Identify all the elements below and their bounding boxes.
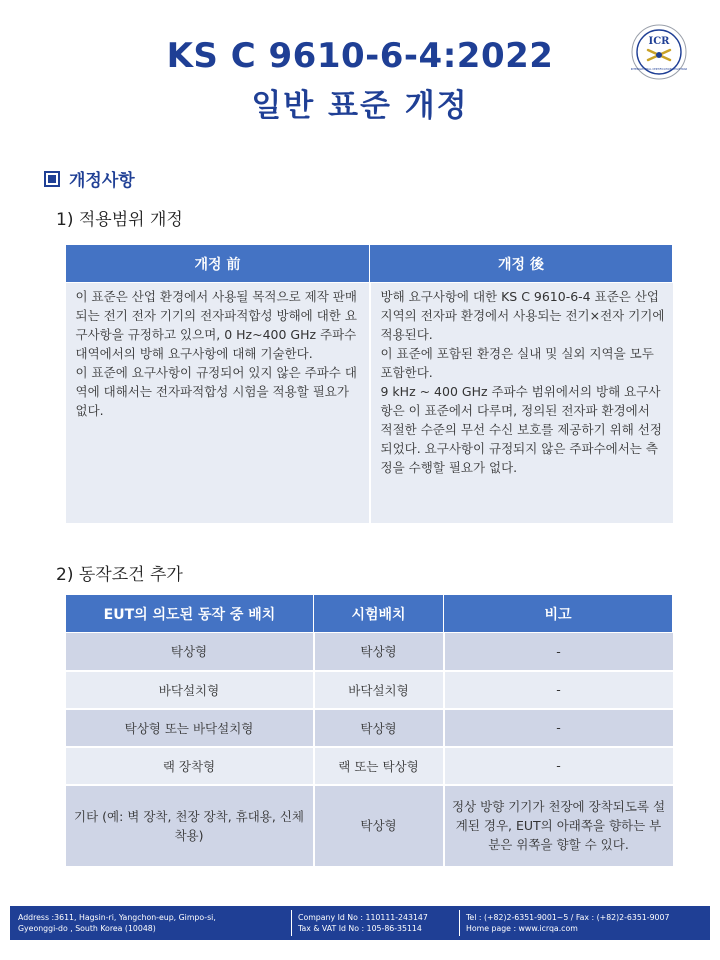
table-row <box>66 785 673 867</box>
table-cell: 랙 장착형 <box>66 747 314 785</box>
footer-address-line1: Address :3611, Hagsin-ri, Yangchon-eup, Gimpo-si, <box>18 913 216 922</box>
footer-company-id: Company Id No : 110111-243147 <box>298 913 428 922</box>
logo-text: ICR <box>648 36 670 47</box>
footer-contact <box>466 912 669 934</box>
table-cell: 탁상형 <box>66 633 314 671</box>
scope-header-before: 개정 前 <box>66 245 370 283</box>
table-row <box>66 671 673 709</box>
scope-after-text: 방해 요구사항에 대한 KS C 9610-6-4 표준은 산업 지역의 전자파 환경에서 사용되는 전기×전자 기기에 적용된다. 이 표준에 포함된 환경은 실내 및 실외 지역을 모두 포함한다. 9 kHz ~ 400 GHz 주파수 범위에서의 방해 요구사항은 이 표준에서 다루며, 정의된 전자파 환경에서 적절한 수준의 무선 수신 보호를 제공하기 위해 선정되었다. 요구사항이 규정되지 않은 주파수에서는 측정을 수행할 필요가 없다. <box>370 283 673 523</box>
scope-before-text: 이 표준은 산업 환경에서 사용될 목적으로 제작 판매되는 전기 전자 기기의 전자파적합성 방해에 대한 요구사항을 규정하고 있으며, 0 Hz~400 GHz 주파수 대역에서의 방해 요구사항에 대해 기술한다. 이 표준에 요구사항이 규정되어 있지 않은 주파수 대역에 대해서는 전자파적합성 시험을 적용할 필요가 없다. <box>66 283 370 523</box>
section-heading <box>44 166 135 191</box>
table-cell: 탁상형 <box>314 633 444 671</box>
table-cell: - <box>444 671 673 709</box>
table-cell: - <box>444 709 673 747</box>
table-cell: 정상 방향 기기가 천장에 장착되도록 설계된 경우, EUT의 아래쪽을 향하는 부분은 위쪽을 향할 수 있다. <box>444 785 673 867</box>
table-cell: 탁상형 <box>314 785 444 867</box>
conditions-header-test-setup: 시험배치 <box>314 595 444 633</box>
footer-tel: Tel : (+82)2-6351-9001~5 / Fax : (+82)2-6351-9007 <box>466 913 670 922</box>
logo-subtext: INTERNATIONAL CERTIFICATION REGISTRAR <box>631 68 687 71</box>
table-cell: 바닥설치형 <box>66 671 314 709</box>
scope-header-after: 개정 後 <box>370 245 673 283</box>
table-cell: 기타 (예: 벽 장착, 천장 장착, 휴대용, 신체 착용) <box>66 785 314 867</box>
square-bullet-icon <box>44 171 60 187</box>
conditions-header-arrangement: EUT의 의도된 동작 중 배치 <box>66 595 314 633</box>
scope-table <box>65 244 673 523</box>
page-subtitle: 일반 표준 개정 <box>251 88 469 124</box>
footer-address <box>18 912 216 934</box>
conditions-table <box>65 594 673 868</box>
table-row <box>66 709 673 747</box>
table-cell: 랙 또는 탁상형 <box>314 747 444 785</box>
table-row <box>66 747 673 785</box>
footer-divider <box>291 910 292 936</box>
table-cell: 탁상형 <box>314 709 444 747</box>
conditions-subtitle: 2) 동작조건 추가 <box>56 565 183 585</box>
icr-logo <box>631 24 687 80</box>
footer-tax-id: Tax & VAT Id No : 105-86-35114 <box>298 924 422 933</box>
table-cell: 탁상형 또는 바닥설치형 <box>66 709 314 747</box>
scope-subtitle: 1) 적용범위 개정 <box>56 210 183 230</box>
table-cell: - <box>444 633 673 671</box>
footer-homepage[interactable]: Home page : www.icrqa.com <box>466 924 578 933</box>
footer-bar <box>10 906 710 940</box>
table-row <box>66 633 673 671</box>
table-cell: - <box>444 747 673 785</box>
conditions-header-remarks: 비고 <box>444 595 673 633</box>
footer-ids <box>298 912 428 934</box>
footer-address-line2: Gyeonggi-do , South Korea (10048) <box>18 924 156 933</box>
section-heading-label: 개정사항 <box>69 171 135 191</box>
table-cell: 바닥설치형 <box>314 671 444 709</box>
footer-divider <box>459 910 460 936</box>
page-title: KS C 9610-6-4:2022 <box>166 36 554 76</box>
